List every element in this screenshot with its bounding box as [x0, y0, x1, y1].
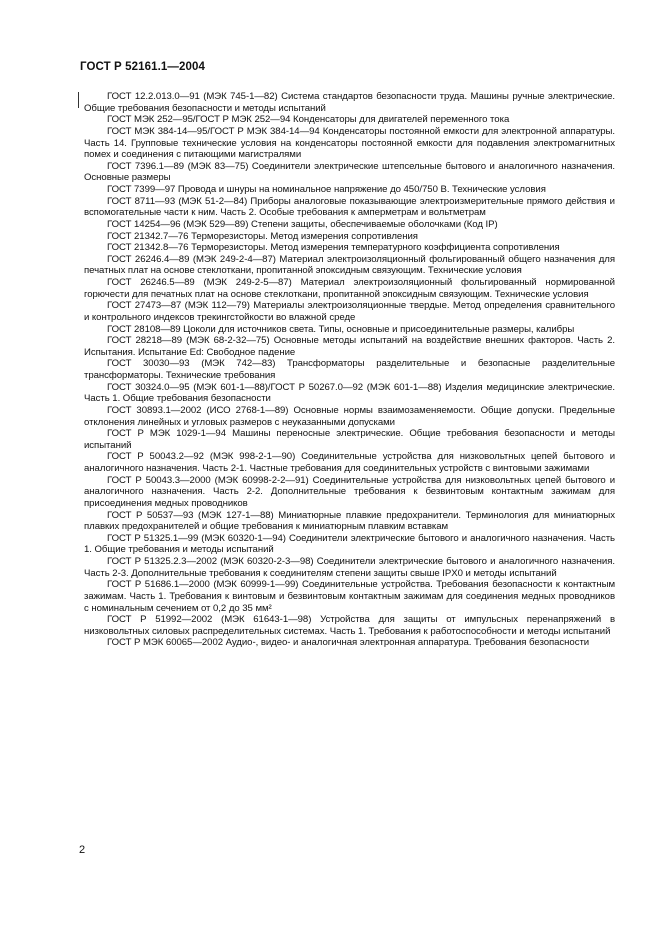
reference-entry: ГОСТ Р 50043.2—92 (МЭК 998-2-1—90) Соединительные устройства для низковольтных цепей бытового и аналогичного назначения. Часть 2-1. Частные требования для соединительных устройств с винтовыми зажимами — [84, 451, 615, 474]
reference-entry: ГОСТ Р 51325.2.3—2002 (МЭК 60320-2-3—98) Соединители электрические бытового и аналогичного назначения. Часть 2-3. Дополнительные требования к соединителям степени защиты свыше IPX0 и методы испытаний — [84, 556, 615, 579]
page-header: ГОСТ Р 52161.1—2004 — [80, 61, 205, 73]
reference-entry: ГОСТ 28108—89 Цоколи для источников света. Типы, основные и присоединительные размеры, калибры — [107, 323, 575, 335]
reference-entry: ГОСТ Р 50043.3—2000 (МЭК 60998-2-2—91) Соединительные устройства для низковольтных цепей бытового и аналогичного назначения. Часть 2-2. Дополнительные требования к безвинтовым контактным зажимам для присоединения медных проводников — [84, 474, 615, 509]
reference-entry: ГОСТ 30030—93 (МЭК 742—83) Трансформаторы разделительные и безопасные разделительные трансформаторы. Технические требования — [84, 358, 615, 381]
reference-entry: ГОСТ Р 51325.1—99 (МЭК 60320-1—94) Соединители электрические бытового и аналогичного назначения. Часть 1. Общие требования и методы испытаний — [84, 532, 615, 556]
reference-entry: ГОСТ МЭК 252—95/ГОСТ Р МЭК 252—94 Конденсаторы для двигателей переменного тока — [107, 114, 510, 126]
reference-entry: ГОСТ МЭК 384-14—95/ГОСТ Р МЭК 384-14—94 Конденсаторы постоянной емкости для электронной аппаратуры. Часть 14. Групповые технические условия на конденсаторы постоянной емкости для подавления электромагнитных помех и соединения с питающими магистралями — [84, 125, 615, 161]
reference-entry: ГОСТ Р 51992—2002 (МЭК 61643-1—98) Устройства для защиты от импульсных перенапряжений в низковольтных силовых распределительных системах. Часть 1. Требования к работоспособности и методы испытаний — [84, 614, 615, 637]
references-list — [84, 91, 615, 649]
reference-entry: ГОСТ 28218—89 (МЭК 68-2-32—75) Основные методы испытаний на воздействие внешних факторов. Часть 2. Испытания. Испытание Ed: Свободное падение — [84, 335, 615, 358]
reference-entry: ГОСТ 21342.7—76 Терморезисторы. Метод измерения сопротивления — [107, 230, 418, 242]
reference-entry: ГОСТ 30324.0—95 (МЭК 601-1—88)/ГОСТ Р 50267.0—92 (МЭК 601-1—88) Изделия медицинские электрические. Часть 1. Общие требования безопасности — [84, 381, 615, 405]
reference-entry: ГОСТ 14254—96 (МЭК 529—89) Степени защиты, обеспечиваемые оболочками (Код IP) — [107, 218, 498, 230]
reference-entry: ГОСТ 30893.1—2002 (ИСО 2768-1—89) Основные нормы взаимозаменяемости. Общие допуски. Предельные отклонения линейных и угловых размеров с неуказанными допусками — [84, 404, 615, 428]
reference-entry: ГОСТ 26246.5—89 (МЭК 249-2-5—87) Материал электроизоляционный фольгированный нормированной горючести для печатных плат на основе стеклоткани, пропитанной эпоксидным связующим. Технические условия — [84, 277, 615, 300]
reference-entry: ГОСТ Р 50537—93 (МЭК 127-1—88) Миниатюрные плавкие предохранители. Терминология для миниатюрных плавких предохранителей и общие требования к миниатюрным плавким вставкам — [84, 509, 615, 533]
reference-entry: ГОСТ 12.2.013.0—91 (МЭК 745-1—82) Система стандартов безопасности труда. Машины ручные электрические. Общие требования безопасности и методы испытаний — [84, 91, 615, 114]
reference-entry: ГОСТ Р МЭК 60065—2002 Аудио-, видео- и аналогичная электронная аппаратура. Требования безопасности — [107, 637, 590, 649]
reference-entry: ГОСТ 7399—97 Провода и шнуры на номинальное напряжение до 450/750 В. Технические условия — [107, 184, 546, 195]
reference-entry: ГОСТ Р МЭК 1029-1—94 Машины переносные электрические. Общие требования безопасности и методы испытаний — [84, 428, 615, 451]
reference-entry: ГОСТ 21342.8—76 Терморезисторы. Метод измерения температурного коэффициента сопротивления — [107, 242, 560, 254]
reference-entry: ГОСТ 8711—93 (МЭК 51-2—84) Приборы аналоговые показывающие электроизмерительные прямого действия и вспомогательные части к ним. Часть 2. Особые требования к амперметрам и вольтметрам — [84, 195, 615, 219]
reference-entry: ГОСТ 7396.1—89 (МЭК 83—75) Соединители электрические штепсельные бытового и аналогичного назначения. Основные размеры — [84, 160, 615, 184]
reference-entry: ГОСТ Р 51686.1—2000 (МЭК 60999-1—99) Соединительные устройства. Требования безопасности к контактным зажимам. Часть 1. Требования к винтовым и безвинтовым контактным зажимам для соединения медных проводников с номинальным сечением от 0,2 до 35 мм² — [84, 579, 615, 614]
reference-entry: ГОСТ 26246.4—89 (МЭК 249-2-4—87) Материал электроизоляционный фольгированный общего назначения для печатных плат на основе стеклоткани, пропитанной эпоксидным связующим. Технические условия — [84, 253, 615, 277]
page-number: 2 — [79, 844, 86, 856]
change-bar — [78, 92, 79, 108]
reference-entry: ГОСТ 27473—87 (МЭК 112—79) Материалы электроизоляционные твердые. Метод определения сравнительного и контрольного индексов трекингстойкости во влажной среде — [84, 300, 615, 323]
